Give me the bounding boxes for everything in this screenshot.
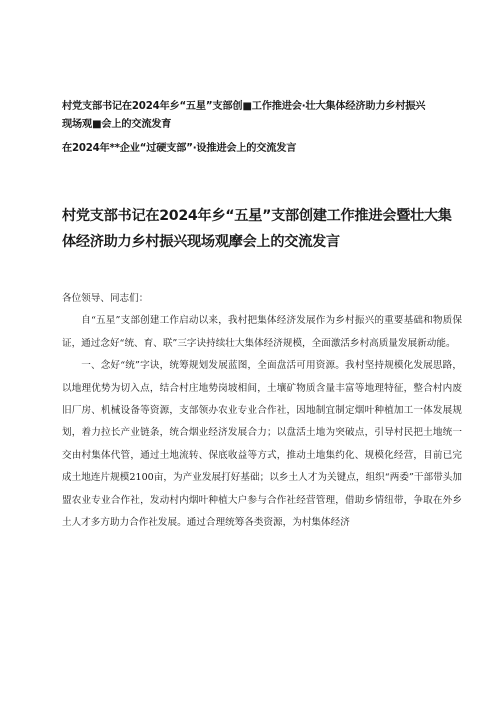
related-article-line-3[interactable]: 在2024年**企业“过硬支部”·设推进会上的交流发言 (62, 143, 297, 154)
related-articles-list (62, 98, 462, 158)
paragraph-intro: 自“五星”支部创建工作启动以来，我村把集体经济发展作为乡村振兴的重要基础和物质保证，通过念好“统、育、联”三字诀持续壮大集体经济规模，全面激活乡村高质量发展新动能。 (62, 315, 462, 349)
document-title: 村党支部书记在2024年乡“五星”支部创建工作推进会暨壮大集体经济助力乡村振兴现场观摩会上的交流发言 (62, 208, 452, 250)
paragraph-section-1: 一、念好“统”字诀，统筹规划发展蓝图，全面盘活可用资源。我村坚持规模化发展思路，以地理优势为切入点，结合村庄地势岗坡相间，土壤矿物质含量丰富等地理特征，整合村内废旧厂房、机械设备等资源，支部领办农业专业合作社，因地制宜制定烟叶种植加工一体发展规划，着力拉长产业链条，统合烟业经济发展合力；以盘活土地为突破点，引导村民把土地统一交由村集体代管，通过土地流转、保底收益等方式，推动土地集约化、规模化经营，目前已完成土地连片规模2100亩，为产业发展打好基础；以乡土人才为关键点，组织“两委”干部带头加盟农业专业合作社，发动村内烟叶种植大户参与合作社经营管理，借助乡情纽带，争取在外乡土人才多方助力合作社发展。通过合理统筹各类资源，为村集体经济 (62, 360, 462, 529)
related-article-line-1[interactable]: 村党支部书记在2024年乡“五星”支部创■工作推进会·壮大集体经济助力乡村振兴 (62, 101, 426, 112)
document-body (62, 288, 462, 534)
related-article-line-2[interactable]: 现场观■会上的交流发育 (62, 119, 172, 130)
salutation: 各位领导、同志们： (62, 293, 149, 304)
